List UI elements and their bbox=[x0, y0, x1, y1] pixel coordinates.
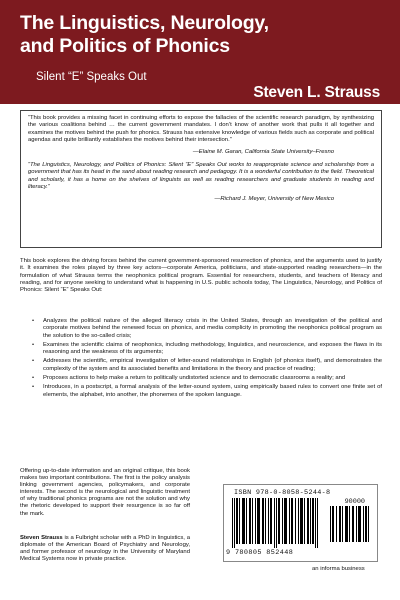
list-item-text: Analyzes the political nature of the alleged literacy crisis in the United States, through an investigation of the political and corporate motives behind the renewed focus on phonics, and media complicity in promoting the neophonics political program as the solution to the so-called crisis; bbox=[43, 318, 382, 339]
intro-paragraph: This book explores the driving forces behind the current government-sponsored resurrection of phonics, and the arguments used to justify it. It examines the roles played by three key actors—corporate America, politicians, and state-supported reading researchers—in the formulation of what Strauss terms the neophonics political program. Essential for researchers, students, and teachers of literacy and reading, and for anyone seeking to understand what is happening in U.S. public schools today, The Linguistics, Neurology, and Politics of Phonics: Silent “E” Speaks Out: bbox=[20, 258, 382, 294]
book-author: Steven L. Strauss bbox=[253, 84, 380, 101]
isbn-number: ISBN 978-0-8058-5244-8 bbox=[234, 489, 331, 497]
bullet-icon: • bbox=[32, 375, 35, 382]
list-item-text: Proposes actions to help make a return to politically undistorted science and to democratic classrooms a reality; and bbox=[43, 375, 346, 382]
list-item bbox=[32, 384, 382, 399]
author-bio bbox=[20, 535, 190, 563]
author-bio-name: Steven Strauss bbox=[20, 535, 63, 541]
book-title bbox=[20, 12, 390, 58]
review-quote: “The Linguistics, Neurology, and Politics of Phonics: Silent “E” Speaks Out works to reappropriate science and scholarship from a government that has its head in the sand about reading research and pedagogy. It is a wonderful contribution to the field. Theoretical and scholarly, it has a home on the shelves of linguists as well as reading researchers and graduate students in reading and literacy.” bbox=[28, 162, 374, 191]
reviews-box bbox=[20, 110, 382, 248]
author-bio-text: is a Fulbright scholar with a PhD in linguistics, a diplomate of the American Board of Psychiatry and Neurology, and former professor of neurology in the University of Maryland Medical Systems now in private practice. bbox=[20, 535, 190, 563]
list-item bbox=[32, 375, 382, 382]
book-subtitle: Silent “E” Speaks Out bbox=[36, 71, 147, 83]
review-quote: “This book provides a missing facet in continuing efforts to expose the fallacies of the scientific research paradigm, by synthesizing the various coalitions behind … the current government mandates. I don’t know of another work that pulls it all together and examines the motives behind the push for phonics. Strauss has extensive knowledge of various fields such as corporate and political agendas and quite brilliantly establishes the motives behind their intersection.” bbox=[28, 115, 374, 144]
ean-digits: 9 780805 852448 bbox=[226, 549, 294, 557]
bullet-icon: • bbox=[32, 384, 35, 391]
summary-paragraph: Offering up-to-date information and an original critique, this book makes two important contributions. The first is the policy analysis linking government agencies, policymakers, and corporate interests. The second is the neurological and linguistic treatment of why traditional phonics programs are not the solution and why the rhetoric developed to support their resurgence is so far off the mark. bbox=[20, 468, 190, 517]
list-item bbox=[32, 358, 382, 373]
title-line-2: and Politics of Phonics bbox=[20, 35, 230, 57]
publisher-tagline: an informa business bbox=[312, 566, 365, 572]
bullet-icon: • bbox=[32, 318, 35, 324]
price-barcode-icon bbox=[330, 506, 370, 542]
key-points-list bbox=[32, 318, 382, 401]
list-item-text: Addresses the scientific, empirical investigation of letter-sound relationships in English (of phonics itself), and demonstrates the complexity of the system and its associated benefits and limitations in the theory and practice of reading; bbox=[43, 358, 382, 372]
bullet-icon: • bbox=[32, 341, 35, 348]
list-item-text: Introduces, in a postscript, a formal analysis of the letter-sound system, using empirically based rules to convert one finite set of elements, the alphabet, into another, the phonemes of the spoken language. bbox=[43, 384, 382, 398]
list-item bbox=[32, 318, 382, 340]
review-attribution: —Elaine M. Garan, California State University–Fresno bbox=[192, 148, 334, 155]
price-code: 90000 bbox=[344, 498, 365, 506]
review-attribution: —Richard J. Meyer, University of New Mexico bbox=[214, 195, 334, 202]
title-line-1: The Linguistics, Neurology, bbox=[20, 12, 269, 34]
bullet-icon: • bbox=[32, 358, 35, 365]
isbn-barcode bbox=[223, 484, 378, 562]
list-item-text: Examines the scientific claims of neophonics, including methodology, linguistics, and neuroscience, and exposes the flaws in its reasoning and the weakness of its arguments; bbox=[43, 341, 382, 356]
ean-barcode-icon bbox=[232, 498, 318, 548]
list-item bbox=[32, 342, 382, 357]
cover-banner bbox=[0, 0, 400, 104]
